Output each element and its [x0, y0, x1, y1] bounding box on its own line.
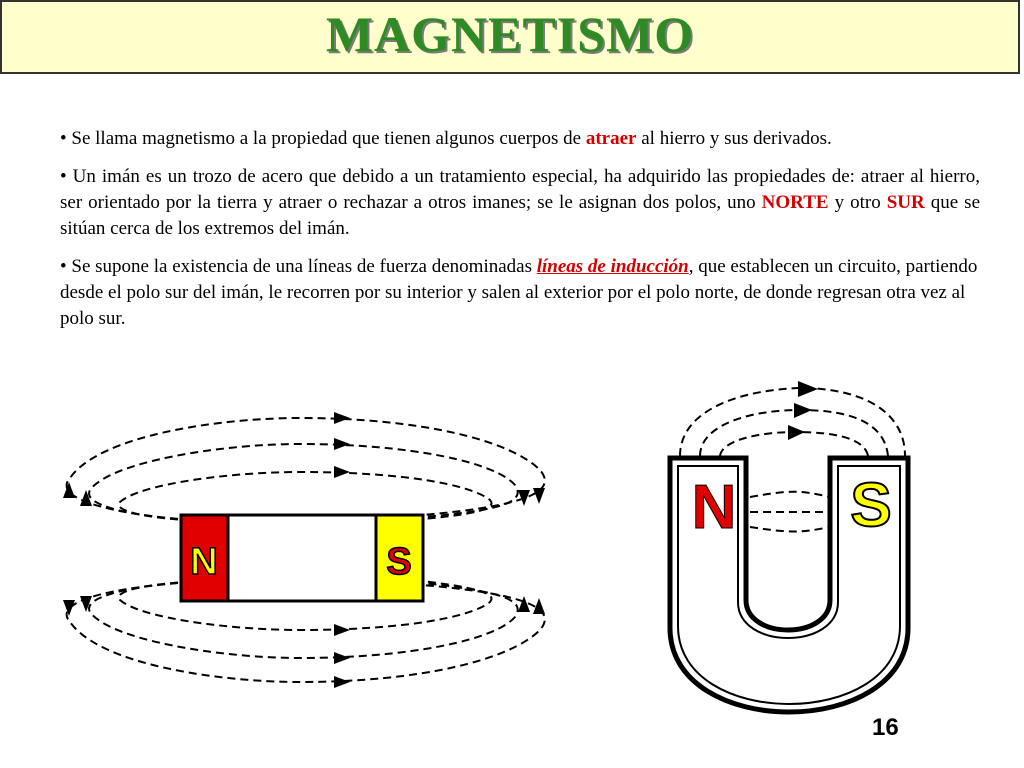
arrow-top-1	[334, 412, 350, 424]
paragraph-1-text-b: al hierro y sus derivados.	[636, 128, 832, 149]
field-line-upper-2	[89, 444, 518, 522]
bullet-2: •	[60, 166, 67, 187]
arrow-bottom-2	[334, 652, 350, 664]
horseshoe-magnet	[670, 458, 908, 712]
arrow-top-2	[334, 438, 350, 450]
horseshoe-arrow-3	[788, 425, 805, 440]
page-number: 16	[872, 714, 899, 741]
bullet-3: •	[60, 256, 67, 277]
horseshoe-north-label: N	[691, 473, 737, 542]
emphasis-sur: SUR	[886, 192, 925, 213]
paragraph-1-text-a: Se llama magnetismo a la propiedad que tienen algunos cuerpos de	[71, 128, 586, 149]
arrow-bottom-3	[334, 624, 350, 636]
emphasis-atraer: atraer	[585, 128, 637, 149]
paragraph-3-text-b: , que establecen un circuito, partiendo desde el polo sur del imán, le recorren por su interior y salen al exterior por el polo norte, de donde regresan otra vez al polo sur.	[60, 256, 978, 329]
slide-title: MAGNETISMO	[325, 6, 695, 62]
horseshoe-inner-line-3	[750, 527, 830, 532]
arrow-left-down-1	[63, 600, 75, 616]
bar-magnet-north-label: N	[190, 541, 218, 583]
emphasis-lineas-induccion: líneas de inducción	[536, 256, 689, 277]
paragraph-2-text-a: Un imán es un trozo de acero que debido a un tratamiento especial, ha adquirido las propiedades de: atraer al hierro, ser orientado por la tierra y atraer o rechazar a otros imanes; se le asignan dos polos, uno	[60, 166, 980, 213]
arrow-left-up-1	[63, 482, 75, 498]
arrow-right-down-2	[533, 488, 545, 504]
bullet-1: •	[60, 128, 67, 149]
arrow-bottom-1	[334, 676, 350, 688]
horseshoe-arrow-1	[798, 381, 818, 397]
bar-magnet-south-label: S	[386, 541, 412, 583]
emphasis-norte: NORTE	[761, 192, 829, 213]
horseshoe-south-label: S	[850, 471, 892, 540]
field-line-upper-1	[67, 418, 545, 522]
arrow-top-3	[334, 466, 350, 478]
bar-magnet	[181, 515, 423, 601]
horseshoe-arrow-2	[794, 403, 812, 418]
horseshoe-field-line-1	[680, 388, 905, 456]
paragraph-2-text-c: que se sitúan cerca de los extremos del imán.	[60, 192, 981, 239]
arrow-right-down-1	[518, 490, 530, 506]
paragraph-2-text-b: y otro	[828, 192, 887, 213]
paragraph-3-text-a: Se supone la existencia de una líneas de fuerza denominadas	[71, 256, 537, 277]
horseshoe-inner-line-1	[750, 492, 830, 497]
